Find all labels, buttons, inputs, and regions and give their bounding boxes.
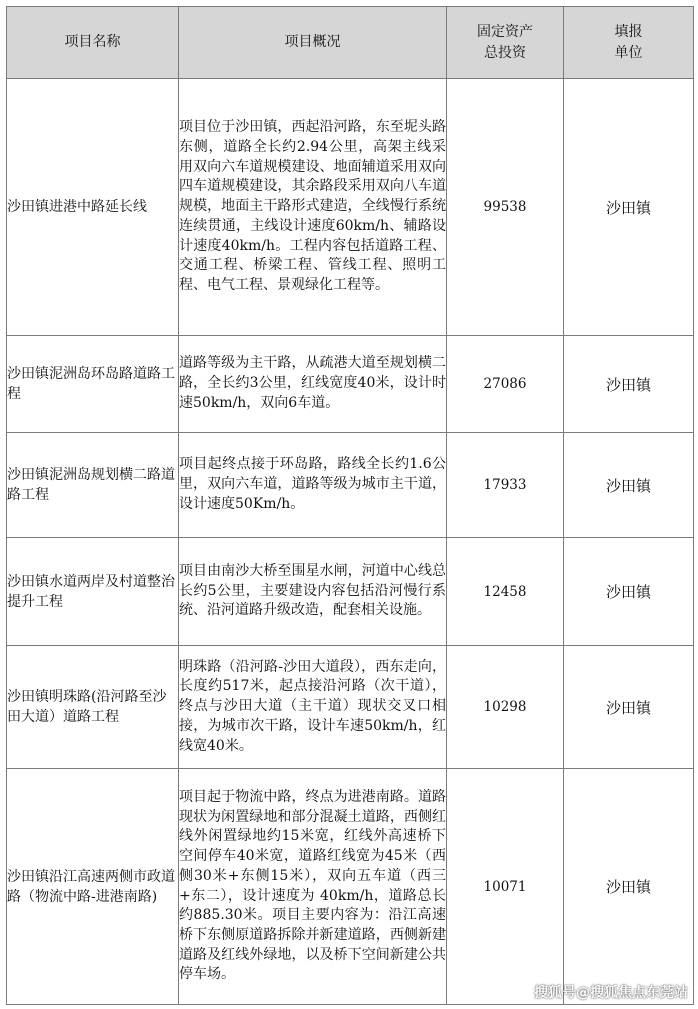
unit-cell: 沙田镇 (564, 646, 694, 769)
header-row (7, 7, 694, 79)
project-name-cell: 沙田镇泥洲岛环岛路道路工程 (7, 336, 179, 433)
investment-cell: 99538 (447, 79, 564, 336)
project-name-cell: 沙田镇沿江高速两侧市政道路（物流中路-进港南路) (7, 769, 179, 1005)
source-watermark: 搜狐号@搜狐焦点东莞站 (534, 985, 688, 1001)
project-overview-cell: 道路等级为主干路，从疏港大道至规划横二路，全长约3公里，红线宽度40米，设计时速50km/h，双向6车道。 (179, 336, 447, 433)
unit-cell: 沙田镇 (564, 79, 694, 336)
header-total-investment (447, 7, 564, 79)
unit-cell: 沙田镇 (564, 538, 694, 646)
table-row (7, 433, 694, 538)
header-unit-line2: 单位 (614, 44, 643, 61)
unit-cell: 沙田镇 (564, 769, 694, 1005)
header-unit-line1: 填报 (614, 23, 643, 40)
project-overview-cell: 明珠路（沿河路-沙田大道段），西东走向，长度约517米，起点接沿河路（次干道），终点与沙田大道（主干道）现状交叉口相接，为城市次干路，设计车速50km/h，红线宽40米。 (179, 646, 447, 769)
project-overview-cell: 项目由南沙大桥至围星水闸，河道中心线总长约5公里，主要建设内容包括沿河慢行系统、沿河道路升级改造，配套相关设施。 (179, 538, 447, 646)
investment-cell: 17933 (447, 433, 564, 538)
unit-cell: 沙田镇 (564, 433, 694, 538)
investment-cell: 10071 (447, 769, 564, 1005)
header-investment-line2: 总投资 (484, 44, 526, 61)
header-reporting-unit (564, 7, 694, 79)
table-row (7, 538, 694, 646)
investment-cell: 10298 (447, 646, 564, 769)
investment-cell: 12458 (447, 538, 564, 646)
header-project-name: 项目名称 (7, 7, 179, 79)
table-row (7, 769, 694, 1005)
project-name-cell: 沙田镇进港中路延长线 (7, 79, 179, 336)
project-table (6, 6, 694, 1005)
table-row (7, 336, 694, 433)
unit-cell: 沙田镇 (564, 336, 694, 433)
project-overview-cell: 项目位于沙田镇，西起沿河路，东至坭头路东侧，道路全长约2.94公里，高架主线采用双向六车道规模建设、地面辅道采用双向四车道规模建设，其余路段采用双向八车道规模，地面主干路形式建造，全线慢行系统连续贯通，主线设计速度60km/h、辅路设计速度40km/h。工程内容包括道路工程、交通工程、桥梁工程、管线工程、照明工程、电气工程、景观绿化工程等。 (179, 79, 447, 336)
table-row (7, 646, 694, 769)
project-name-cell: 沙田镇明珠路(沿河路至沙田大道）道路工程 (7, 646, 179, 769)
project-overview-cell: 项目起终点接于环岛路，路线全长约1.6公里，双向六车道，道路等级为城市主干道，设计速度50Km/h。 (179, 433, 447, 538)
investment-cell: 27086 (447, 336, 564, 433)
header-investment-line1: 固定资产 (477, 23, 533, 40)
project-name-cell: 沙田镇泥洲岛规划横二路道路工程 (7, 433, 179, 538)
project-name-cell: 沙田镇水道两岸及村道整治提升工程 (7, 538, 179, 646)
table-row (7, 79, 694, 336)
header-project-overview: 项目概况 (179, 7, 447, 79)
project-overview-cell: 项目起于物流中路，终点为进港南路。道路现状为闲置绿地和部分混凝土道路，西侧红线外闲置绿地约15米宽，红线外高速桥下空间停车40米宽，道路红线宽为45米（西侧30米+东侧15米），双向五车道（西三+东二），设计速度为 40km/h，道路总长约885.30米。项目主要内容为：沿江高速桥下东侧原道路拆除并新建道路，西侧新建道路及红线外绿地，以及桥下空间新建公共停车场。 (179, 769, 447, 1005)
